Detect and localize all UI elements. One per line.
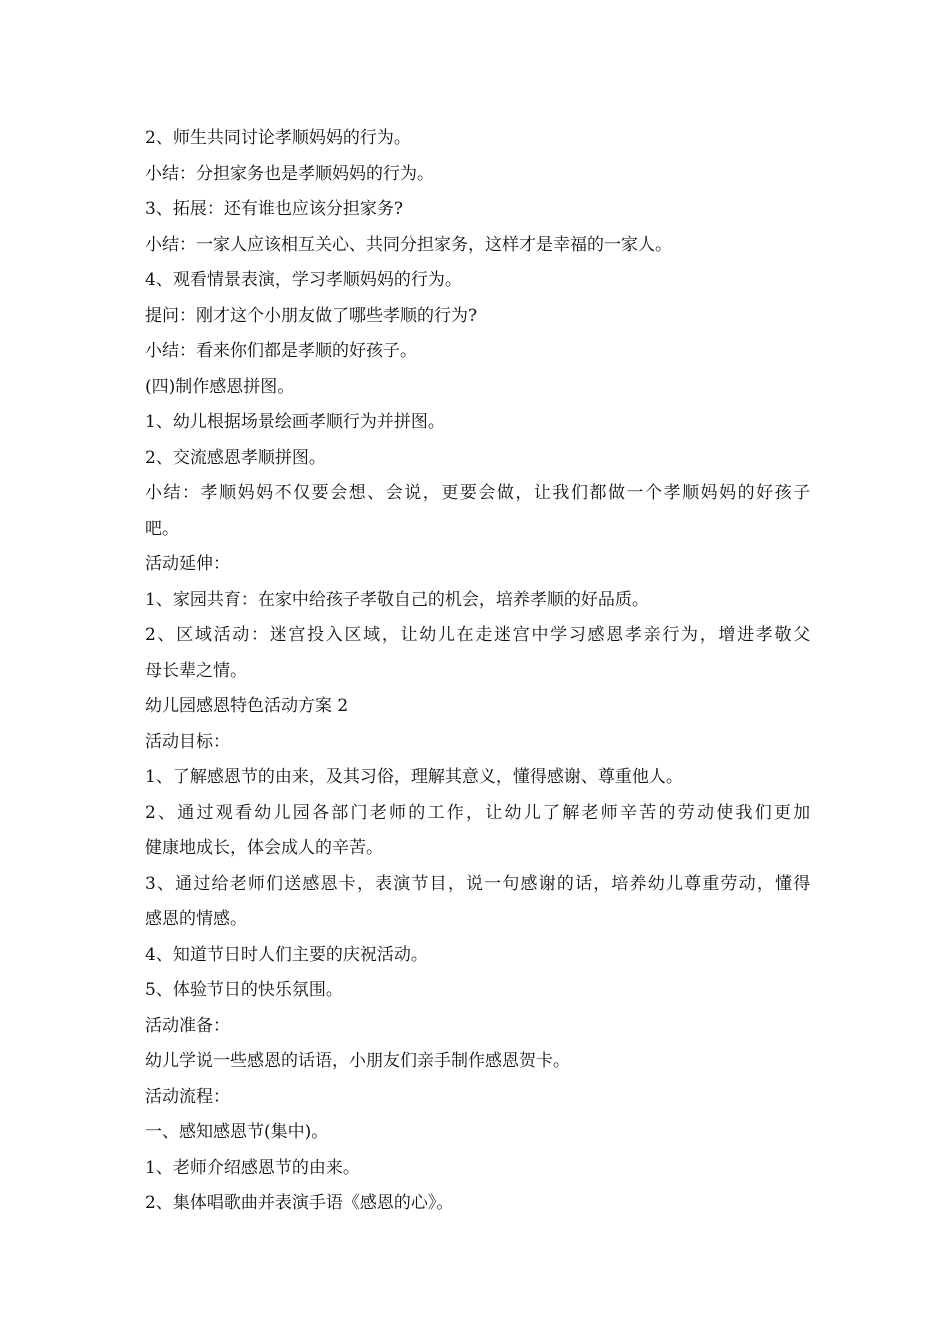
text-line: 母长辈之情。 [145, 660, 247, 681]
document-title: 幼儿园感恩特色活动方案 2 [145, 696, 349, 716]
text-line: 4、观看情景表演，学习孝顺妈妈的行为。 [145, 270, 462, 290]
text-line: 一、感知感恩节(集中)。 [145, 1122, 329, 1142]
text-line: 1、幼儿根据场景绘画孝顺行为并拼图。 [145, 412, 445, 432]
text-line: 小结：孝顺妈妈不仅要会想、会说，更要会做，让我们都做一个孝顺妈妈的好孩子 [145, 483, 810, 503]
text-line: 吧。 [145, 518, 179, 539]
text-line: 2、通过观看幼儿园各部门老师的工作，让幼儿了解老师辛苦的劳动使我们更加 [145, 802, 810, 823]
text-line: 4、知道节日时人们主要的庆祝活动。 [145, 944, 428, 965]
text-line: 3、通过给老师们送感恩卡，表演节目，说一句感谢的话，培养幼儿尊重劳动，懂得 [145, 873, 810, 894]
document-body [145, 121, 810, 1222]
text-line: 感恩的情感。 [145, 909, 247, 929]
text-line: 1、老师介绍感恩节的由来。 [145, 1157, 360, 1178]
section-heading: 活动延伸： [145, 554, 230, 574]
text-line: 1、家园共育：在家中给孩子孝敬自己的机会，培养孝顺的好品质。 [145, 589, 649, 610]
text-line: 2、集体唱歌曲并表演手语《感恩的心》。 [145, 1193, 454, 1213]
section-heading: 活动目标： [145, 731, 230, 752]
section-heading: 活动准备： [145, 1015, 230, 1036]
section-heading: 活动流程： [145, 1086, 230, 1107]
text-line: 3、拓展：还有谁也应该分担家务? [145, 199, 403, 219]
text-line: 5、体验节日的快乐氛围。 [145, 980, 343, 1000]
text-line: 小结：看来你们都是孝顺的好孩子。 [145, 341, 417, 361]
text-line: 提问：刚才这个小朋友做了哪些孝顺的行为? [145, 305, 478, 326]
text-line: 1、了解感恩节的由来，及其习俗，理解其意义，懂得感谢、尊重他人。 [145, 767, 683, 787]
text-line: 2、交流感恩孝顺拼图。 [145, 447, 326, 468]
text-line: 小结：分担家务也是孝顺妈妈的行为。 [145, 163, 434, 184]
text-line: 2、区域活动：迷宫投入区域，让幼儿在走迷宫中学习感恩孝亲行为，增进孝敬父 [145, 625, 810, 645]
text-line: 2、师生共同讨论孝顺妈妈的行为。 [145, 128, 411, 148]
text-line: 小结：一家人应该相互关心、共同分担家务，这样才是幸福的一家人。 [145, 234, 672, 255]
section-heading: (四)制作感恩拼图。 [145, 376, 295, 397]
text-line: 幼儿学说一些感恩的话语，小朋友们亲手制作感恩贺卡。 [145, 1051, 570, 1071]
text-line: 健康地成长，体会成人的辛苦。 [145, 838, 383, 858]
